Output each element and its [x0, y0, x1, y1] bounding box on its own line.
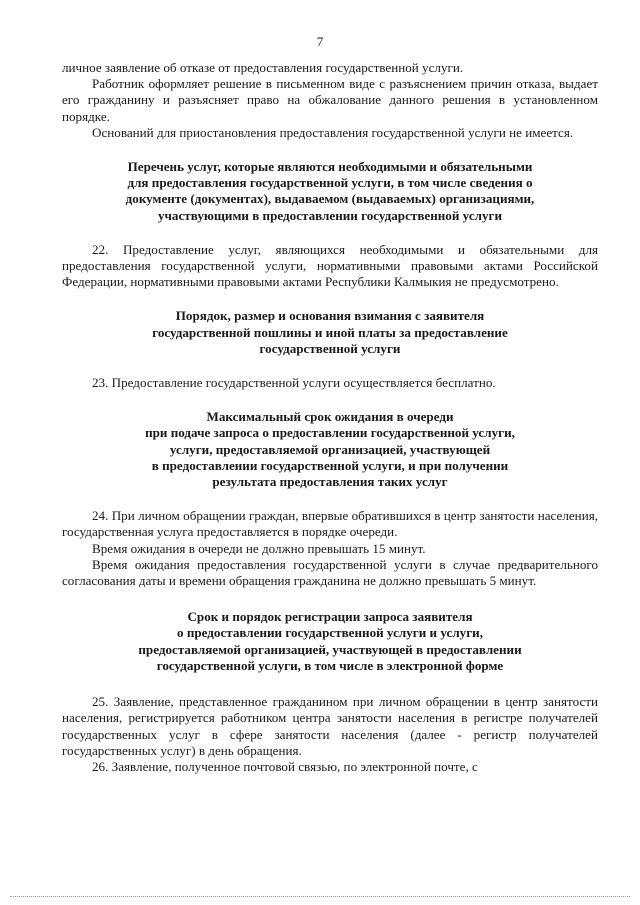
heading-line: государственной услуги: [259, 340, 401, 356]
paragraph: 26. Заявление, полученное почтовой связью, по электронной почте, с: [92, 758, 478, 774]
section-heading-fees: [62, 308, 598, 357]
paragraph: личное заявление об отказе от предоставления государственной услуги.: [62, 60, 464, 75]
paragraph: Оснований для приостановления предоставления государственной услуги не имеется.: [92, 124, 574, 140]
page-number: 7: [316, 34, 324, 49]
heading-line: Порядок, размер и основания взимания с заявителя: [175, 308, 485, 324]
paragraph: 22. Предоставление услуг, являющихся необходимыми и обязательными для предоставления государственной услуги, нормативными правовыми актами Российской Федерации, нормативными правовыми актами Республики Калмыкия не предусмотрено.: [62, 241, 598, 290]
paragraph: Работник оформляет решение в письменном виде с разъяснением причин отказа, выдает его гражданину и разъясняет право на обжалование данного решения в установленном порядке.: [62, 76, 598, 124]
paragraph: Время ожидания в очереди не должно превышать 15 минут.: [92, 540, 426, 556]
heading-line: государственной пошлины и иной платы за предоставление: [152, 324, 508, 340]
heading-line: государственной услуги, в том числе в электронной форме: [156, 657, 504, 673]
heading-line: Максимальный срок ожидания в очереди: [206, 409, 454, 425]
heading-line: о предоставлении государственной услуги и услуги,: [177, 625, 483, 641]
heading-line: в предоставлении государственной услуги, и при получении: [151, 457, 509, 473]
heading-line: предоставляемой организацией, участвующей в предоставлении: [138, 641, 522, 657]
heading-line: услуги, предоставляемой организацией, участвующей: [169, 441, 491, 457]
heading-line: результата предоставления таких услуг: [212, 474, 448, 490]
section-heading-registration: [62, 609, 598, 674]
heading-line: участвующими в предоставлении государственной услуги: [157, 207, 503, 223]
paragraph: Время ожидания предоставления государственной услуги в случае предварительного согласования даты и времени обращения гражданина не должно превышать 5 минут.: [62, 556, 598, 589]
paragraph: 24. При личном обращении граждан, впервые обратившихся в центр занятости населения, государственная услуга предоставляется в порядке очереди.: [62, 508, 598, 540]
section-heading-required-services: [62, 159, 598, 224]
heading-line: документе (документах), выдаваемом (выдаваемых) организациями,: [125, 191, 535, 207]
heading-line: Перечень услуг, которые являются необходимыми и обязательными: [127, 159, 533, 175]
scan-edge-line: [10, 896, 630, 897]
paragraph: 23. Предоставление государственной услуги осуществляется бесплатно.: [92, 375, 496, 391]
heading-line: для предоставления государственной услуги, в том числе сведения о: [127, 175, 533, 191]
section-heading-queue-time: [62, 409, 598, 490]
heading-line: Срок и порядок регистрации запроса заявителя: [187, 609, 473, 625]
document-body: [62, 60, 598, 775]
paragraph: 25. Заявление, представленное гражданином при личном обращении в центр занятости населения, регистрируется работником центра занятости населения в регистре получателей государственных услуг в сфере занятости населения (далее - регистр получателей государственных услуг) в день обращения.: [62, 694, 598, 758]
heading-line: при подаче запроса о предоставлении государственной услуги,: [145, 425, 515, 441]
